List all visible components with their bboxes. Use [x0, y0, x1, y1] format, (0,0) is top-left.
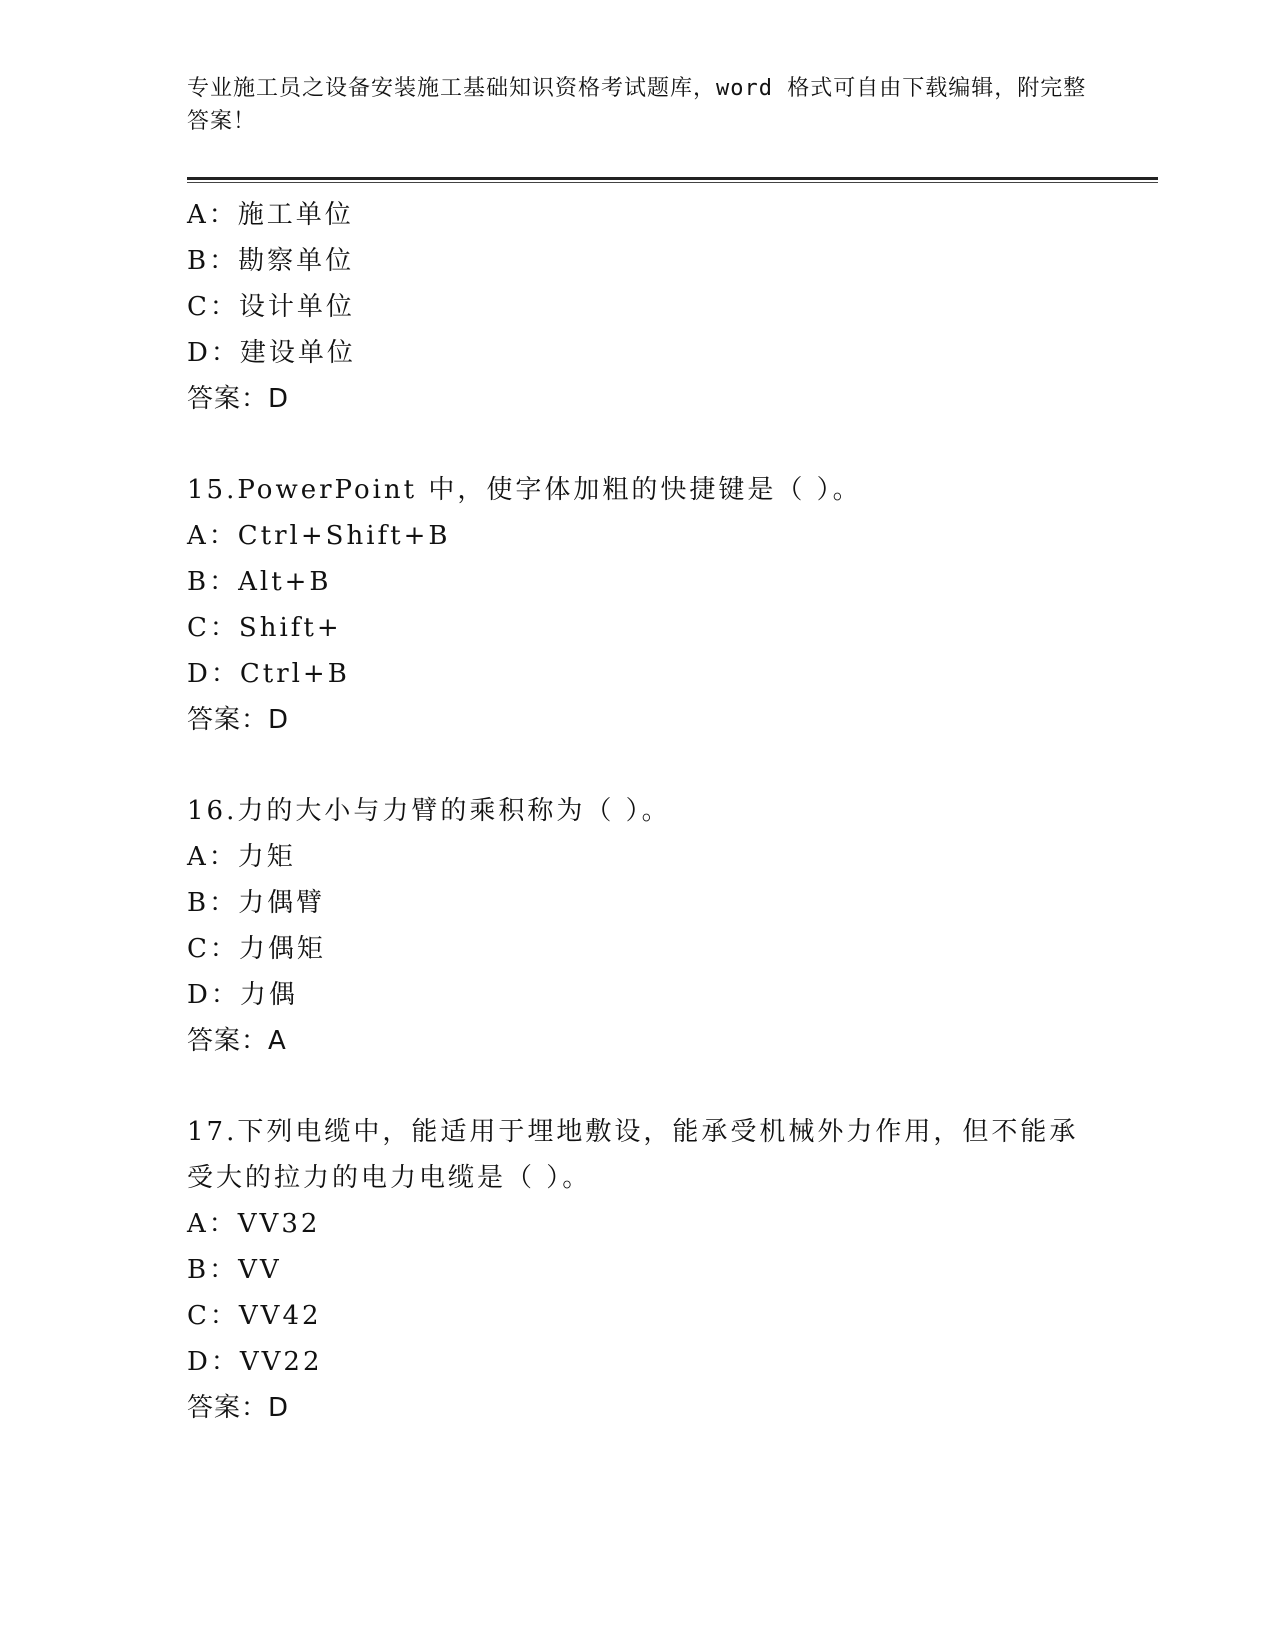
option-b: B：Alt+B — [187, 567, 332, 597]
option-d: D：Ctrl+B — [187, 659, 350, 689]
option-c: C：Shift+ — [187, 613, 342, 643]
option-a: A：VV32 — [187, 1209, 321, 1239]
question-17 — [187, 1109, 1087, 1431]
question-15 — [187, 467, 1087, 743]
question-16 — [187, 788, 1087, 1064]
option-c: C：力偶矩 — [187, 934, 326, 964]
answer: 答案：A — [187, 1026, 287, 1056]
option-b: B：勘察单位 — [187, 246, 355, 276]
question-text: 17.下列电缆中，能适用于埋地敷设，能承受机械外力作用，但不能承受大的拉力的电力电缆是（ ）。 — [187, 1117, 1079, 1193]
question-list — [187, 192, 1087, 1431]
answer: 答案：D — [187, 384, 290, 414]
question-text: 15.PowerPoint 中，使字体加粗的快捷键是（ ）。 — [187, 475, 862, 505]
option-d: D：建设单位 — [187, 338, 356, 368]
option-a: A：力矩 — [187, 842, 296, 872]
answer: 答案：D — [187, 705, 290, 735]
header-divider-thin — [187, 182, 1158, 183]
option-d: D：力偶 — [187, 980, 298, 1010]
option-b: B：力偶臂 — [187, 888, 326, 918]
option-a: A：Ctrl+Shift+B — [187, 521, 451, 551]
option-c: C：VV42 — [187, 1301, 322, 1331]
document-header: 专业施工员之设备安装施工基础知识资格考试题库，word 格式可自由下载编辑，附完整答案！ — [187, 76, 1087, 134]
question-14 — [187, 192, 1087, 422]
answer: 答案：D — [187, 1393, 290, 1423]
option-b: B：VV — [187, 1255, 282, 1285]
option-d: D：VV22 — [187, 1347, 323, 1377]
option-c: C：设计单位 — [187, 292, 355, 322]
option-a: A：施工单位 — [187, 200, 354, 230]
question-text: 16.力的大小与力臂的乘积称为（ ）。 — [187, 796, 671, 826]
header-divider — [187, 177, 1158, 180]
